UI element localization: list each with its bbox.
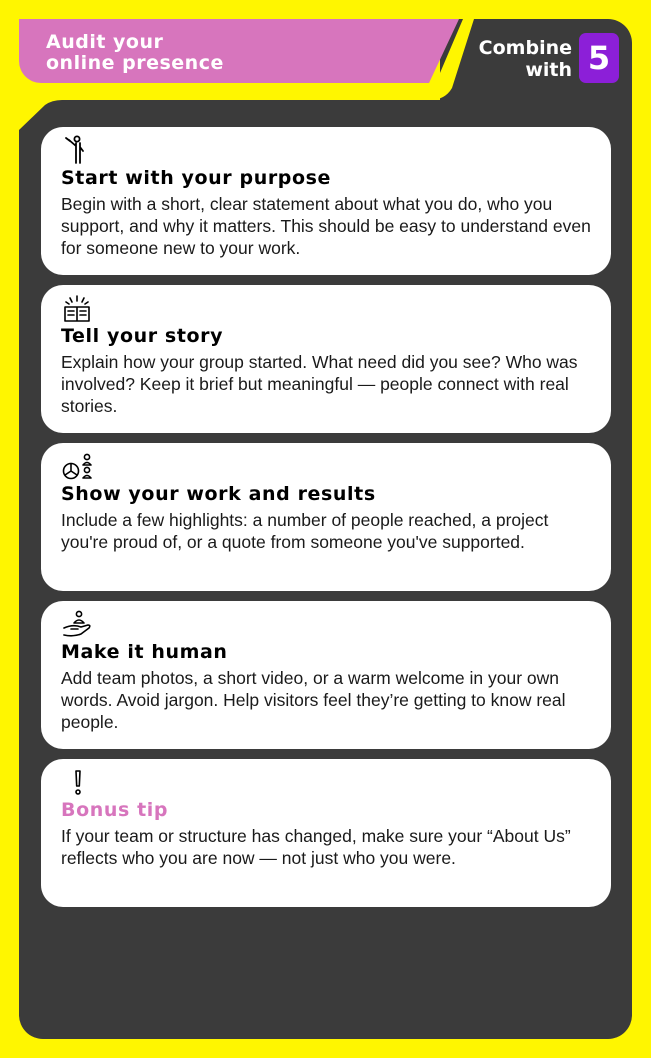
tip-text: Add team photos, a short video, or a warm welcome in your own words. Avoid jargon. Help visitors feel they’re getting to know real people. (61, 668, 566, 732)
pie-chart-people-icon (61, 451, 95, 481)
open-book-icon (61, 293, 95, 323)
tip-heading: Start with your purpose (61, 167, 332, 189)
person-pointing-icon (61, 135, 95, 165)
combine-number-badge: 5 (579, 33, 619, 83)
page-title: Audit your online presence (46, 31, 224, 74)
tip-heading: Make it human (61, 641, 228, 663)
tip-text: Explain how your group started. What need did you see? Who was involved? Keep it brief but meaningful — people connect with real stories. (61, 352, 578, 416)
combine-label: Combine with (478, 37, 572, 81)
tip-card-results (41, 443, 611, 591)
tip-heading: Tell your story (61, 325, 224, 347)
tip-card-purpose (41, 127, 611, 275)
tip-text: Include a few highlights: a number of people reached, a project you're proud of, or a quote from someone you've supported. (61, 510, 549, 552)
hand-holding-person-icon (61, 609, 95, 639)
tip-card-story (41, 285, 611, 433)
tip-card-human (41, 601, 611, 749)
tip-heading: Show your work and results (61, 483, 376, 505)
exclamation-icon (61, 767, 95, 797)
tip-heading: Bonus tip (61, 799, 169, 821)
tip-text: If your team or structure has changed, make sure your “About Us” reflects who you are now — not just who you were. (61, 826, 571, 868)
tip-text: Begin with a short, clear statement about what you do, who you support, and why it matters. This should be easy to understand even for someone new to your work. (61, 194, 591, 258)
tip-card-bonus (41, 759, 611, 907)
